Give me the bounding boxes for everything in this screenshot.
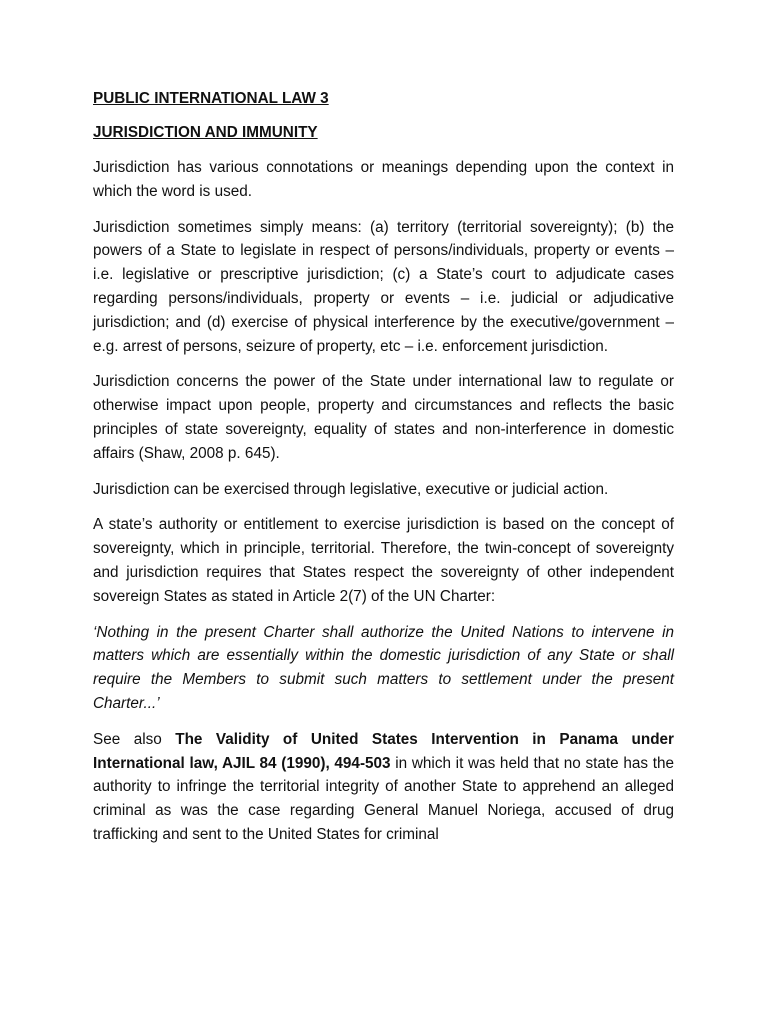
document-title: PUBLIC INTERNATIONAL LAW 3 [93, 90, 329, 107]
see-also-prefix: See also [93, 730, 176, 748]
document-subtitle: JURISDICTION AND IMMUNITY [93, 124, 318, 141]
un-charter-quote: ‘Nothing in the present Charter shall authorize the United Nations to intervene in matters which are essentially within the domestic jurisdiction of any State or shall require the Members to submit such matters to settlement under the present Charter...’ [93, 623, 674, 712]
document-page [93, 88, 674, 859]
paragraph-jurisdiction-meanings: Jurisdiction has various connotations or meanings depending upon the context in which the word is used. [93, 159, 674, 200]
paragraph-sovereignty: A state’s authority or entitlement to exercise jurisdiction is based on the concept of sovereignty, which in principle, territorial. Therefore, the twin-concept of sovereignty and jurisdiction requires that States respect the sovereignty of other independent sovereign States as stated in Article 2(7) of the UN Charter: [93, 516, 674, 605]
case-citation: The Validity of United States Intervention in Panama under International law, AJIL 84 (1990), 494-503 [93, 730, 674, 772]
see-also-text: in which it was held that no state has the authority to infringe the territorial integrity of another State to apprehend an alleged criminal as was the case regarding General Manuel Noriega, accused of drug trafficking and sent to the United States for criminal [93, 754, 674, 843]
paragraph-jurisdiction-definitions: Jurisdiction sometimes simply means: (a) territory (territorial sovereignty); (b) the powers of a State to legislate in respect of persons/individuals, property or events – i.e. legislative or prescriptive jurisdiction; (c) a State’s court to adjudicate cases regarding persons/individuals, property or events – i.e. judicial or adjudicative jurisdiction; and (d) exercise of physical interference by the executive/government – e.g. arrest of persons, seizure of property, etc – i.e. enforcement jurisdiction. [93, 218, 674, 355]
paragraph-jurisdiction-power: Jurisdiction concerns the power of the State under international law to regulate or otherwise impact upon people, property and circumstances and reflects the basic principles of state sovereignty, equality of states and non-interference in domestic affairs (Shaw, 2008 p. 645). [93, 373, 674, 462]
paragraph-jurisdiction-exercise: Jurisdiction can be exercised through legislative, executive or judicial action. [93, 480, 609, 498]
paragraph-see-also [93, 728, 674, 847]
